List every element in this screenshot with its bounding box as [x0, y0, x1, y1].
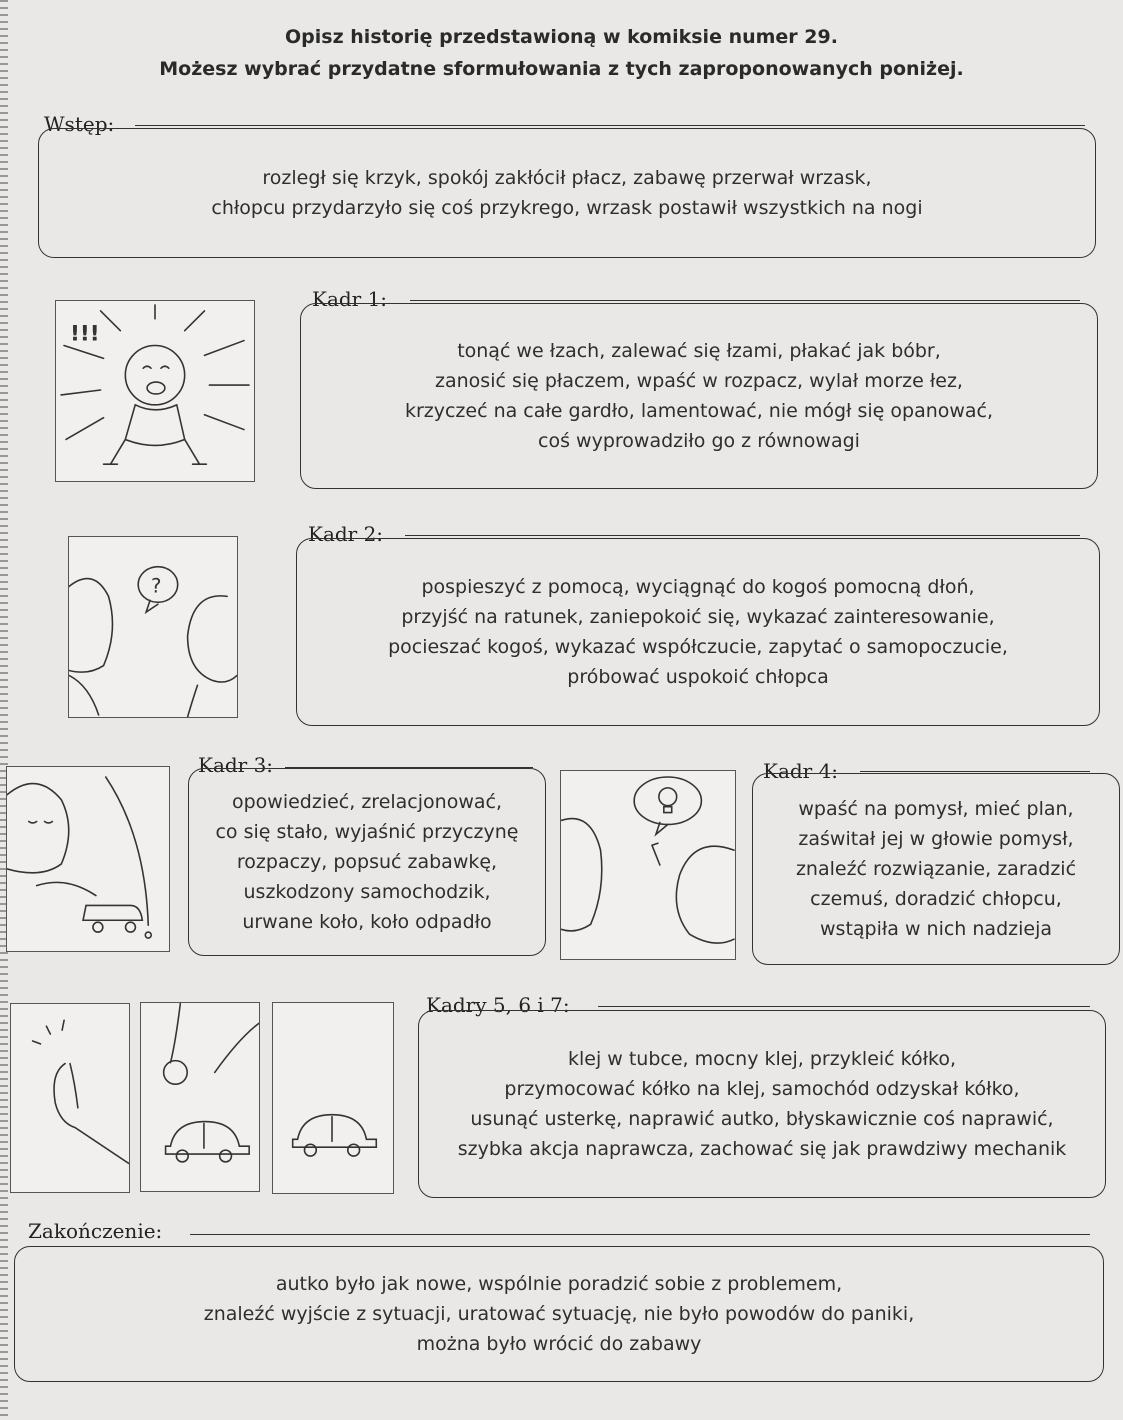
frame-2-writing-line — [405, 535, 1080, 536]
ending-phrase-box — [14, 1246, 1104, 1382]
comic-panel-4-girl-idea — [560, 770, 736, 960]
frame-4-writing-line — [860, 771, 1090, 772]
instruction-line-1: Opisz historię przedstawioną w komiksie numer 29. — [285, 26, 838, 48]
phrase-line: można było wrócić do zabawy — [416, 1333, 702, 1355]
comic-panel-5-hand-gesture — [10, 1003, 130, 1193]
phrase-line: wpaść na pomysł, mieć plan, — [798, 798, 1074, 820]
phrase-line: zaświtał jej w głowie pomysł, — [798, 828, 1074, 850]
toy-car-icon — [166, 1122, 250, 1154]
frames-5-7-label: Kadry 5, 6 i 7: — [426, 993, 570, 1017]
frame-1-phrase-box — [300, 303, 1098, 489]
frame-1-label: Kadr 1: — [312, 287, 388, 311]
phrase-line: co się stało, wyjaśnić przyczynę — [215, 821, 519, 843]
comic-panel-2-girl-asks — [68, 536, 238, 718]
phrase-line: zanosić się płaczem, wpaść w rozpacz, wylał morze łez, — [435, 370, 963, 392]
toy-car-icon — [293, 1115, 377, 1147]
question-bubble-text: ? — [151, 574, 162, 598]
instruction-line-2: Możesz wybrać przydatne sformułowania z tych zaproponowanych poniżej. — [159, 58, 964, 80]
phrase-line: coś wyprowadziło go z równowagi — [538, 430, 860, 452]
phrase-line: rozpaczy, popsuć zabawkę, — [236, 851, 498, 873]
comic-panel-7-repaired-car — [272, 1002, 394, 1194]
frames-5-7-writing-line — [598, 1006, 1090, 1007]
frame-4-label: Kadr 4: — [763, 759, 839, 783]
ending-label: Zakończenie: — [28, 1219, 163, 1243]
frame-4-phrase-box — [752, 773, 1120, 965]
phrase-line: szybka akcja naprawcza, zachować się jak prawdziwy mechanik — [457, 1138, 1067, 1160]
phrase-line: czemuś, doradzić chłopcu, — [810, 888, 1062, 910]
frame-3-label: Kadr 3: — [198, 753, 274, 777]
frame-2-label: Kadr 2: — [308, 522, 384, 546]
frame-1-writing-line — [410, 300, 1080, 301]
intro-writing-line — [135, 125, 1085, 126]
phrase-line: przymocować kółko na klej, samochód odzyskał kółko, — [504, 1078, 1020, 1100]
phrase-line: uszkodzony samochodzik, — [243, 881, 491, 903]
phrase-line: usunąć usterkę, naprawić autko, błyskawicznie coś naprawić, — [470, 1108, 1054, 1130]
comic-panel-6-glue-tube — [140, 1002, 260, 1192]
phrase-line: przyjść na ratunek, zaniepokoić się, wykazać zainteresowanie, — [401, 606, 995, 628]
phrase-line: krzyczeć na całe gardło, lamentować, nie mógł się opanować, — [404, 400, 994, 422]
phrase-line: opowiedzieć, zrelacjonować, — [231, 791, 502, 813]
frame-2-phrase-box — [296, 538, 1100, 726]
phrase-line: urwane koło, koło odpadło — [242, 911, 492, 933]
intro-label: Wstęp: — [44, 112, 115, 136]
comic-panel-3-broken-car — [6, 766, 170, 952]
intro-phrase-box — [38, 128, 1096, 258]
lightbulb-icon — [659, 788, 677, 806]
frame-3-phrase-box — [188, 768, 546, 956]
phrase-line: pocieszać kogoś, wykazać współczucie, zapytać o samopoczucie, — [388, 636, 1008, 658]
phrase-line: tonąć we łzach, zalewać się łzami, płakać jak bóbr, — [457, 340, 941, 362]
phrase-line: znaleźć rozwiązanie, zaradzić — [795, 858, 1077, 880]
phrase-line: klej w tubce, mocny klej, przykleić kółko, — [567, 1048, 957, 1070]
phrase-line: rozległ się krzyk, spokój zakłócił płacz, zabawę przerwał wrzask, — [262, 167, 872, 189]
ending-writing-line — [190, 1234, 1090, 1235]
phrase-line: chłopcu przydarzyło się coś przykrego, wrzask postawił wszystkich na nogi — [211, 197, 923, 219]
notebook-spiral-edge — [0, 0, 8, 1420]
crying-sound-text: !!! — [69, 321, 100, 347]
phrase-line: autko było jak nowe, wspólnie poradzić sobie z problemem, — [275, 1273, 843, 1295]
phrase-line: wstąpiła w nich nadzieja — [820, 918, 1052, 940]
frames-5-7-phrase-box — [418, 1010, 1106, 1198]
phrase-line: znaleźć wyjście z sytuacji, uratować sytuację, nie było powodów do paniki, — [203, 1303, 915, 1325]
comic-panel-1-crying-boy — [55, 300, 255, 482]
phrase-line: próbować uspokoić chłopca — [567, 666, 829, 688]
phrase-line: pospieszyć z pomocą, wyciągnąć do kogoś pomocną dłoń, — [421, 576, 975, 598]
